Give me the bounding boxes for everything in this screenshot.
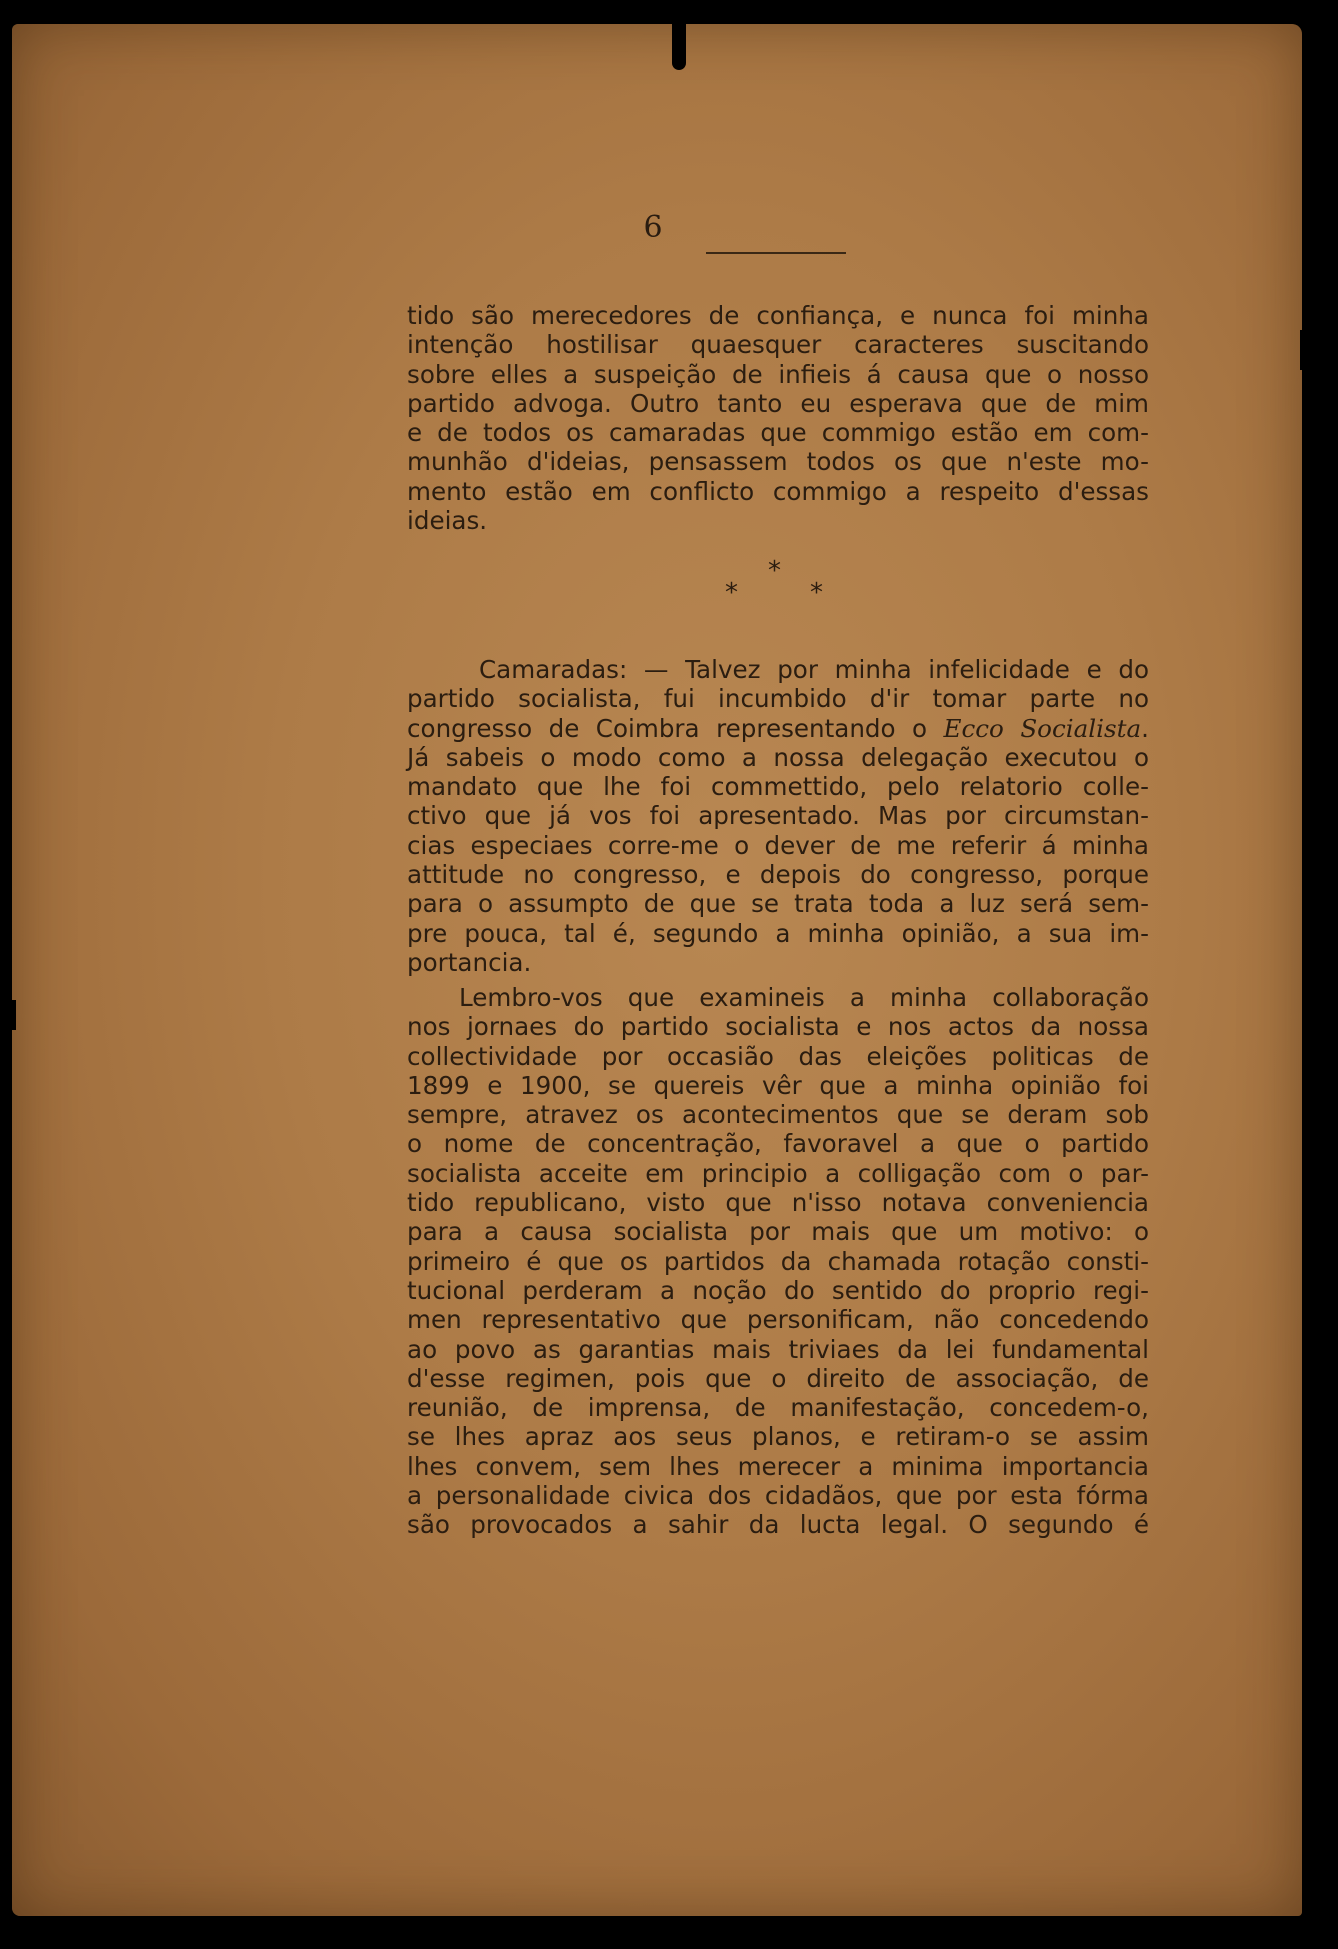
edge-damage <box>1300 330 1338 370</box>
text-line: Já sabeis o modo como a nossa delegação executou o <box>407 742 1149 772</box>
section-separator <box>700 556 850 616</box>
text-line: tido republicano, visto que n'isso notava conveniencia <box>407 1188 1149 1218</box>
text-line: d'esse regimen, pois que o direito de associação, de <box>407 1363 1149 1393</box>
text-line: tido são merecedores de confiança, e nunca foi minha <box>407 301 1149 330</box>
paragraph-2 <box>407 655 1149 977</box>
text-line: mento estão em conflicto commigo a respeito d'essas <box>407 476 1149 506</box>
text-line: ctivo que já vos foi apresentado. Mas por circumstan- <box>407 801 1149 831</box>
text-line: tucional perderam a noção do sentido do proprio regi- <box>407 1275 1149 1305</box>
text-line: são provocados a sahir da lucta legal. O segundo é <box>407 1510 1149 1540</box>
paragraph-3 <box>407 983 1149 1540</box>
text-line: portancia. <box>407 947 532 977</box>
asterisk: * <box>810 578 823 608</box>
text-line: se lhes apraz aos seus planos, e retiram-o se assim <box>407 1422 1149 1452</box>
text-line: primeiro é que os partidos da chamada rotação consti- <box>407 1246 1149 1276</box>
text-line: cias especiaes corre-me o dever de me referir á minha <box>407 830 1149 860</box>
text-line: collectividade por occasião das eleições politicas de <box>407 1041 1149 1071</box>
text-line: pre pouca, tal é, segundo a minha opinião, a sua im- <box>407 918 1149 948</box>
text-line: sempre, atravez os acontecimentos que se deram sob <box>407 1100 1149 1130</box>
text-line: sobre elles a suspeição de infieis á causa que o nosso <box>407 359 1149 389</box>
paragraph-1 <box>407 301 1149 535</box>
text-line: para o assumpto de que se trata toda a luz será sem- <box>407 889 1149 919</box>
text-line: reunião, de imprensa, de manifestação, concedem-o, <box>407 1393 1149 1423</box>
text-line: partido socialista, fui incumbido d'ir tomar parte no <box>407 684 1149 714</box>
text-line: partido advoga. Outro tanto eu esperava que de mim <box>407 388 1149 418</box>
text-line: men representativo que personificam, não concedendo <box>407 1305 1149 1335</box>
text-line: Camaradas: — Talvez por minha infelicidade e do <box>479 655 1149 684</box>
text-line: nos jornaes do partido socialista e nos actos da nossa <box>407 1012 1149 1042</box>
text-line: Lembro-vos que examineis a minha collaboração <box>459 983 1149 1012</box>
text-line: ao povo as garantias mais triviaes da lei fundamental <box>407 1334 1149 1364</box>
paper-tear <box>672 0 686 70</box>
text-line: lhes convem, sem lhes merecer a minima importancia <box>407 1451 1149 1481</box>
text-line: intenção hostilisar quaesquer caracteres suscitando <box>407 330 1149 360</box>
text-line: para a causa socialista por mais que um motivo: o <box>407 1217 1149 1247</box>
asterisk: * <box>725 578 738 608</box>
page-number-rule <box>706 252 846 254</box>
text-line: congresso de Coimbra representando o Ecco Socialista. <box>407 713 1149 743</box>
asterisk: * <box>768 556 781 586</box>
page-number: 6 <box>643 210 663 245</box>
text-line: mandato que lhe foi commettido, pelo relatorio colle- <box>407 772 1149 802</box>
edge-damage <box>1304 1290 1338 1340</box>
text-line: 1899 e 1900, se quereis vêr que a minha opinião foi <box>407 1070 1149 1100</box>
text-line: a personalidade civica dos cidadãos, que por esta fórma <box>407 1481 1149 1511</box>
edge-damage <box>0 1000 16 1030</box>
text-line: socialista acceite em principio a colligação com o par- <box>407 1158 1149 1188</box>
text-line: o nome de concentração, favoravel a que o partido <box>407 1129 1149 1159</box>
text-line: e de todos os camaradas que commigo estão em com- <box>407 418 1149 448</box>
text-line: attitude no congresso, e depois do congresso, porque <box>407 860 1149 890</box>
text-line: ideias. <box>407 506 488 536</box>
text-line: munhão d'ideias, pensassem todos os que n'este mo- <box>407 447 1149 477</box>
newspaper-title: Ecco Socialista <box>943 713 1142 743</box>
